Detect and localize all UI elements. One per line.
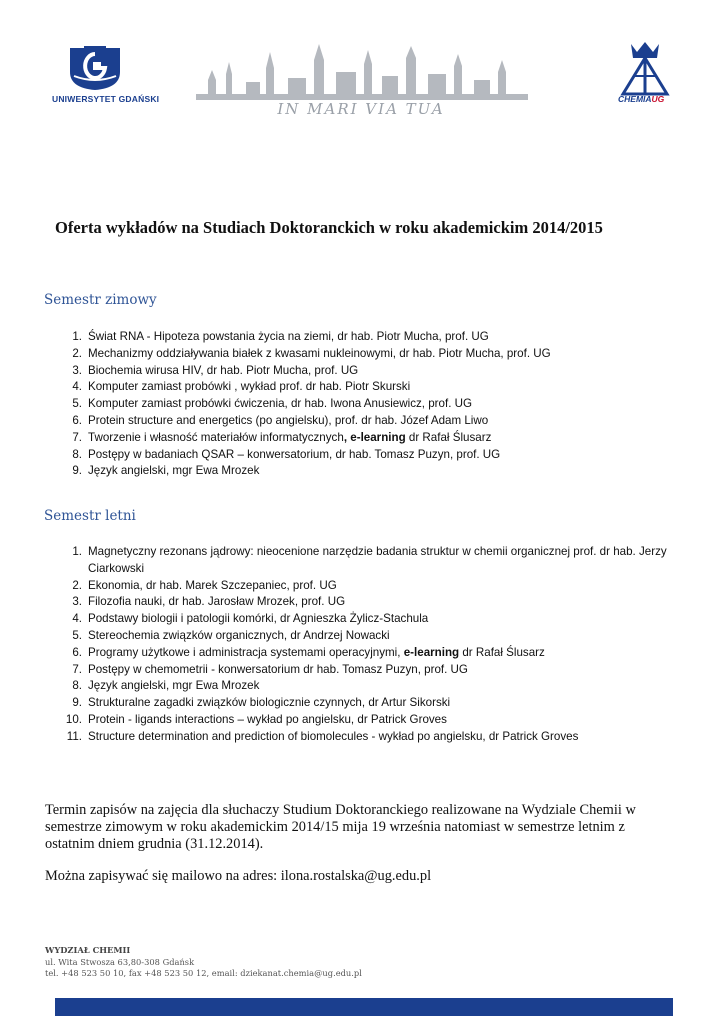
course-text: Strukturalne zagadki związków biologicznie czynnych, dr Artur Sikorski — [88, 696, 451, 710]
course-item — [56, 695, 676, 712]
footer — [45, 945, 362, 980]
course-number: 9. — [72, 464, 82, 478]
course-item — [56, 628, 676, 645]
course-item — [56, 463, 676, 480]
course-number: 2. — [72, 578, 82, 592]
course-number: 4. — [72, 380, 82, 394]
course-text: Podstawy biologii i patologii komórki, dr Agnieszka Żylicz-Stachula — [88, 612, 429, 626]
course-text: Programy użytkowe i administracja systemami operacyjnymi, — [88, 645, 404, 659]
course-item — [56, 447, 676, 464]
enrollment-deadline-paragraph: Termin zapisów na zajęcia dla słuchaczy Studium Doktoranckiego realizowane na Wydziale Chemii w semestrze zimowym w roku akademickim 2014/15 mija 19 września natomiast w semestrze letnim z ostatnim dniem grudnia (31.12.2014). — [45, 802, 636, 852]
course-number: 8. — [72, 679, 82, 693]
university-logo — [52, 42, 160, 104]
document-title: Oferta wykładów na Studiach Doktoranckich w roku akademickim 2014/2015 — [55, 218, 603, 237]
course-text: Biochemia wirusa HIV, dr hab. Piotr Mucha, prof. UG — [88, 363, 359, 377]
chem-logo-ug: UG — [651, 94, 665, 104]
course-number: 7. — [72, 662, 82, 676]
course-number: 11. — [66, 729, 82, 743]
course-text: Język angielski, mgr Ewa Mrozek — [88, 464, 260, 478]
summer-semester-heading: Semestr letni — [44, 508, 136, 524]
course-text: Ekonomia, dr hab. Marek Szczepaniec, prof. UG — [88, 578, 337, 592]
course-item — [56, 346, 676, 363]
course-number: 8. — [72, 447, 82, 461]
course-text-emphasis: , e-learning — [343, 430, 406, 444]
footer-bar — [55, 998, 673, 1016]
course-number: 1. — [72, 330, 82, 343]
course-item — [56, 379, 676, 396]
chem-logo-text: CHEMIA — [618, 94, 652, 104]
course-text: Świat RNA - Hipoteza powstania życia na ziemi, dr hab. Piotr Mucha, prof. UG — [88, 330, 489, 343]
course-text: Tworzenie i własność materiałów informatycznych — [88, 430, 344, 444]
course-text: Mechanizmy oddziaływania białek z kwasami nukleinowymi, dr hab. Piotr Mucha, prof. UG — [88, 346, 551, 360]
course-item — [56, 396, 676, 413]
course-number: 2. — [72, 346, 82, 360]
winter-semester-heading: Semestr zimowy — [44, 292, 157, 308]
course-number: 9. — [72, 696, 82, 710]
course-number: 6. — [72, 413, 82, 427]
footer-address: ul. Wita Stwosza 63,80-308 Gdańsk — [45, 956, 195, 967]
chemistry-faculty-label — [618, 94, 664, 104]
footer-faculty: WYDZIAŁ CHEMII — [45, 945, 131, 955]
university-name: UNIWERSYTET GDAŃSKI — [52, 94, 160, 104]
course-text: Stereochemia związków organicznych, dr Andrzej Nowacki — [88, 628, 390, 642]
course-text: Postępy w badaniach QSAR – konwersatorium, dr hab. Tomasz Puzyn, prof. UG — [88, 447, 501, 461]
course-item — [56, 363, 676, 380]
course-number: 1. — [72, 545, 82, 558]
course-number: 4. — [72, 612, 82, 626]
course-text: Filozofia nauki, dr hab. Jarosław Mrozek, prof. UG — [88, 595, 346, 609]
course-item — [56, 729, 676, 746]
course-item — [56, 544, 676, 578]
course-number: 3. — [72, 595, 82, 609]
footer-contact: tel. +48 523 50 10, fax +48 523 50 12, email: dziekanat.chemia@ug.edu.pl — [45, 968, 362, 979]
course-text-lecturer: dr Rafał Ślusarz — [405, 430, 492, 444]
course-item — [56, 430, 676, 447]
course-number: 3. — [72, 363, 82, 377]
course-text-lecturer: dr Rafał Ślusarz — [459, 645, 545, 659]
course-number: 10. — [65, 712, 82, 726]
course-text: Magnetyczny rezonans jądrowy: nieocenione narzędzie badania struktur w chemii organicznej prof. dr hab. Jerzy Ciarkowski — [88, 545, 667, 575]
course-text: Komputer zamiast probówki , wykład prof. dr hab. Piotr Skurski — [88, 380, 411, 394]
course-text: Postępy w chemometrii - konwersatorium dr hab. Tomasz Puzyn, prof. UG — [88, 662, 468, 676]
course-item — [56, 712, 676, 729]
course-number: 6. — [72, 645, 82, 659]
course-item — [56, 678, 676, 695]
course-item — [56, 578, 676, 595]
course-item — [56, 413, 676, 430]
course-text: Protein structure and energetics (po angielsku), prof. dr hab. Józef Adam Liwo — [88, 413, 489, 427]
course-number: 7. — [72, 430, 82, 444]
summer-course-list — [56, 544, 676, 746]
course-item — [56, 329, 676, 346]
university-motto: IN MARI VIA TUA — [277, 100, 445, 118]
course-text: Komputer zamiast probówki ćwiczenia, dr hab. Iwona Anusiewicz, prof. UG — [88, 397, 473, 411]
course-number: 5. — [72, 628, 82, 642]
course-text: Protein - ligands interactions – wykład po angielsku, dr Patrick Groves — [88, 712, 447, 726]
university-crest-icon — [64, 42, 126, 92]
course-text: Structure determination and prediction of biomolecules - wykład po angielsku, dr Patrick Groves — [88, 729, 579, 743]
course-item — [56, 611, 676, 628]
course-text-emphasis: e-learning — [403, 645, 460, 659]
winter-course-list — [56, 329, 676, 480]
course-item — [56, 645, 676, 662]
course-text: Język angielski, mgr Ewa Mrozek — [88, 679, 260, 693]
course-item — [56, 662, 676, 679]
enrollment-email-paragraph: Można zapisywać się mailowo na adres: ilona.rostalska@ug.edu.pl — [45, 868, 432, 884]
course-number: 5. — [72, 397, 82, 411]
course-item — [56, 594, 676, 611]
